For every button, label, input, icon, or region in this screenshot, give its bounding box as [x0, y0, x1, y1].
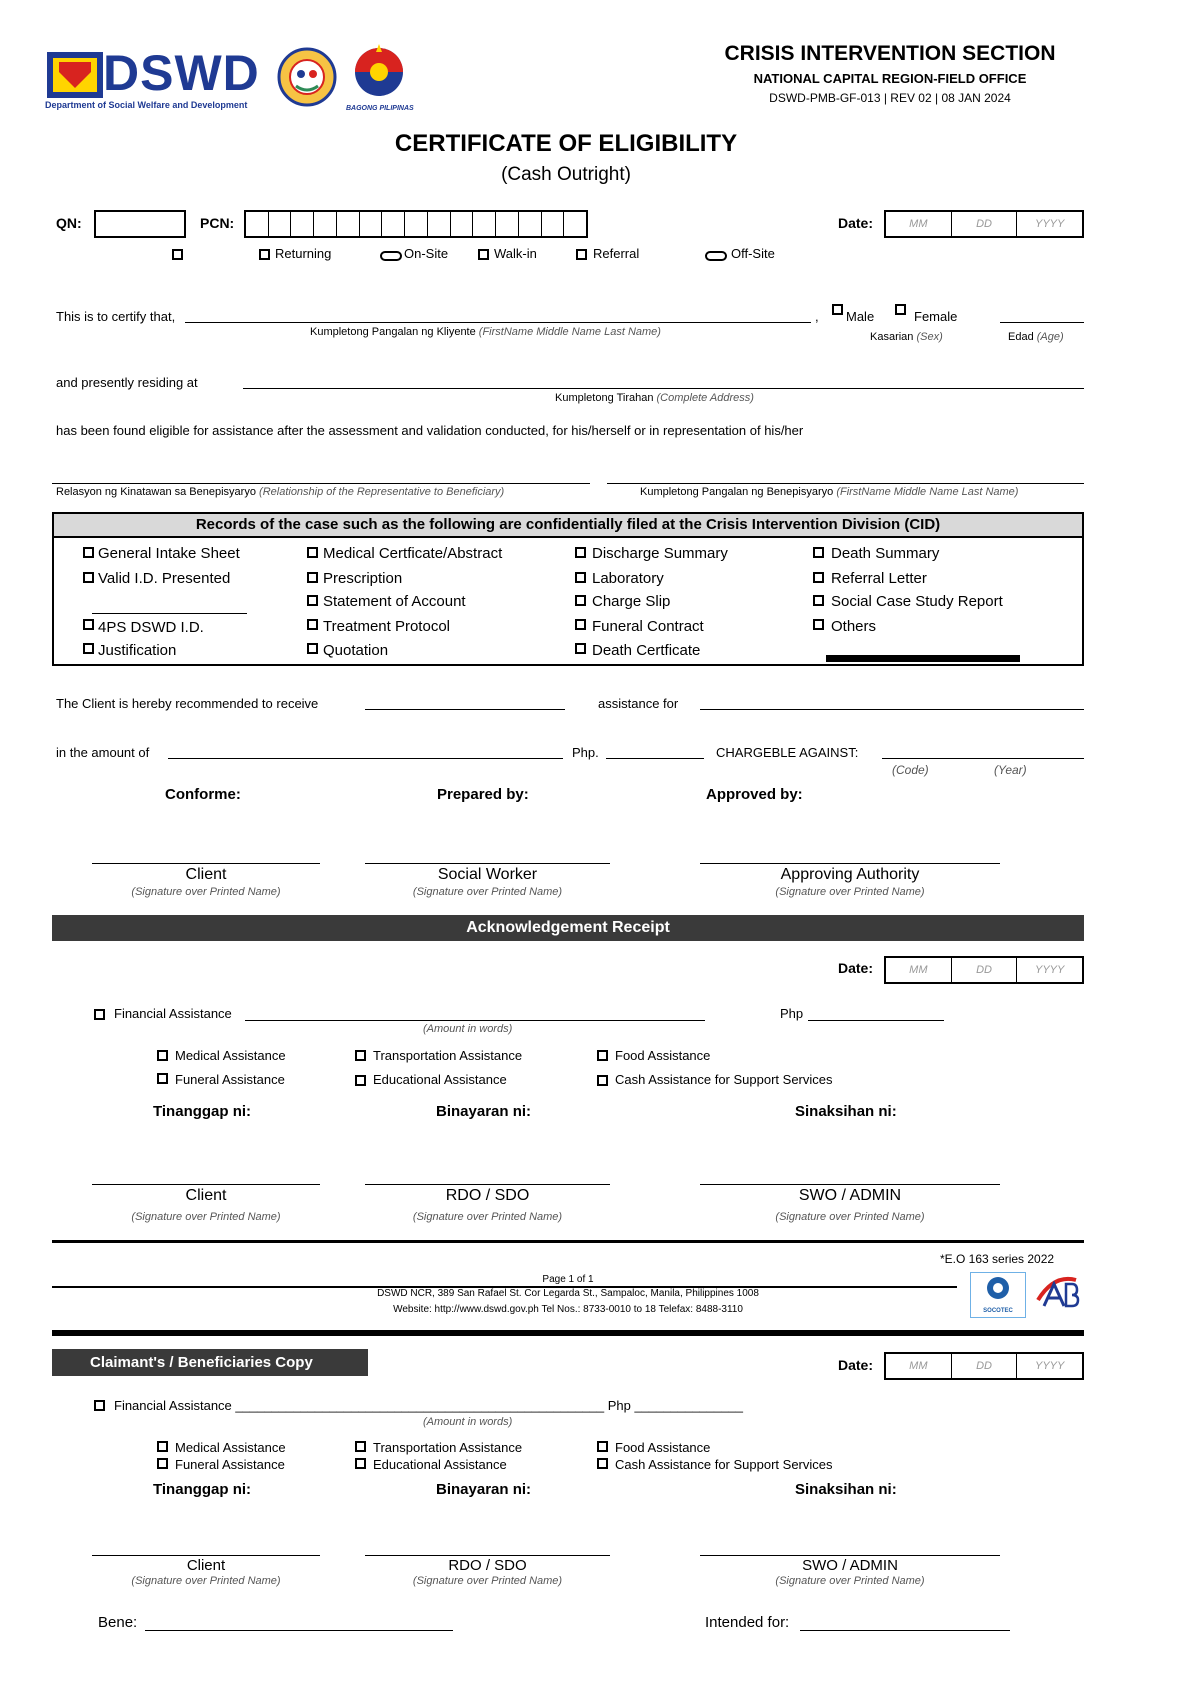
- social-worker-signature-field[interactable]: [365, 863, 610, 864]
- agency-seal-icon: [276, 42, 338, 112]
- dswd-logo-subtitle: Department of Social Welfare and Development: [45, 100, 248, 110]
- returning-checkbox[interactable]: [259, 249, 270, 260]
- walkin-label: Walk-in: [494, 246, 537, 261]
- referral-letter-checkbox[interactable]: [813, 572, 824, 583]
- date-yyyy: YYYY: [1035, 1360, 1065, 1372]
- intended-for-field[interactable]: [800, 1630, 1010, 1631]
- paid-by-label: Binayaran ni:: [436, 1103, 532, 1120]
- financial-assistance-label: Financial Assistance: [114, 1006, 232, 1021]
- date-field[interactable]: [884, 210, 1084, 238]
- discharge-checkbox[interactable]: [575, 547, 586, 558]
- female-checkbox[interactable]: [895, 304, 906, 315]
- office-address: DSWD NCR, 389 San Rafael St. Cor Legarda St., Sampaloc, Manila, Philippines 1008: [377, 1288, 759, 1299]
- received-by-label: Tinanggap ni:: [153, 1103, 252, 1120]
- medical-assistance-label: Medical Assistance: [175, 1048, 286, 1063]
- amount-label: in the amount of: [56, 745, 150, 760]
- receipt-php-field[interactable]: [808, 1020, 944, 1021]
- records-col1-item: General Intake Sheet: [98, 545, 240, 562]
- qn-field[interactable]: [94, 210, 186, 238]
- medical-assistance-checkbox[interactable]: [157, 1050, 168, 1061]
- assistance-type-field[interactable]: [365, 709, 565, 710]
- funeral-assistance-checkbox[interactable]: [157, 1073, 168, 1084]
- male-checkbox[interactable]: [832, 304, 843, 315]
- client-signature-field[interactable]: [92, 863, 320, 864]
- client-recommend-label: The Client is hereby recommended to receive: [56, 696, 319, 711]
- copy-medical-checkbox[interactable]: [157, 1441, 168, 1452]
- food-assistance-checkbox[interactable]: [597, 1050, 608, 1061]
- records-col3-item: Laboratory: [592, 570, 664, 587]
- financial-assistance-checkbox[interactable]: [94, 1009, 105, 1020]
- valid-id-checkbox[interactable]: [83, 572, 94, 583]
- beneficiary-name-hint: Kumpletong Pangalan ng Benepisyaryo (FirstName Middle Name Last Name): [640, 486, 1019, 498]
- sex-hint: Kasarian (Sex): [870, 331, 943, 343]
- others-field[interactable]: [826, 655, 1020, 662]
- copy-educational-checkbox[interactable]: [355, 1458, 366, 1469]
- witness-signature-field[interactable]: [700, 1184, 1000, 1185]
- returning-label: Returning: [275, 246, 332, 261]
- onsite-radio[interactable]: [380, 251, 402, 261]
- date-dd: DD: [952, 212, 1018, 236]
- copy-food-label: Food Assistance: [615, 1440, 711, 1455]
- valid-id-field[interactable]: [92, 613, 247, 614]
- charge-slip-checkbox[interactable]: [575, 595, 586, 606]
- signature-hint: (Signature over Printed Name): [412, 1575, 563, 1587]
- dswd-emblem-icon: [45, 50, 105, 100]
- death-summary-checkbox[interactable]: [813, 547, 824, 558]
- records-heading: Records of the case such as the following are confidentially filed at the Crisis Intervention Division (CID): [54, 514, 1082, 538]
- copy-funeral-label: Funeral Assistance: [175, 1457, 285, 1472]
- code-hint: (Code): [892, 763, 929, 777]
- received-signature-field[interactable]: [92, 1184, 320, 1185]
- walkin-checkbox[interactable]: [478, 249, 489, 260]
- date-yyyy: YYYY: [1035, 218, 1065, 230]
- records-col3-item: Death Certficate: [592, 642, 701, 659]
- claimant-copy-heading: Claimant's / Beneficiaries Copy: [52, 1349, 368, 1376]
- copy-cash-support-label: Cash Assistance for Support Services: [615, 1457, 833, 1472]
- offsite-radio[interactable]: [705, 251, 727, 261]
- signature-hint: (Signature over Printed Name): [412, 886, 563, 898]
- year-hint: (Year): [994, 763, 1027, 777]
- records-col4-item: Others: [831, 618, 877, 635]
- records-box: [52, 512, 1084, 666]
- death-certificate-checkbox[interactable]: [575, 643, 586, 654]
- office-contact: Website: http://www.dswd.gov.ph Tel Nos.: 8733-0010 to 18 Telefax: 8488-3110: [393, 1304, 743, 1315]
- beneficiary-name-field[interactable]: [607, 483, 1084, 484]
- copy-witness-signature-field[interactable]: [700, 1555, 1000, 1556]
- dswd-logo-text: DSWD: [103, 45, 260, 101]
- educational-assistance-label: Educational Assistance: [373, 1072, 507, 1087]
- signature-hint: (Signature over Printed Name): [775, 1211, 925, 1223]
- records-col2-item: Medical Certficate/Abstract: [323, 545, 503, 562]
- eo-note: *E.O 163 series 2022: [940, 1252, 1055, 1266]
- paid-signature-field[interactable]: [365, 1184, 610, 1185]
- copy-educational-label: Educational Assistance: [373, 1457, 507, 1472]
- bagong-pilipinas-logo: [346, 42, 416, 114]
- copy-date-label: Date:: [838, 1357, 874, 1373]
- transportation-assistance-checkbox[interactable]: [355, 1050, 366, 1061]
- socotec-logo: [970, 1272, 1026, 1318]
- copy-received-signature-field[interactable]: [92, 1555, 320, 1556]
- chargeable-label: CHARGEBLE AGAINST:: [716, 745, 859, 760]
- pcn-label: PCN:: [200, 215, 235, 231]
- date-yyyy: YYYY: [1035, 964, 1065, 976]
- copy-received-label: Tinanggap ni:: [153, 1481, 252, 1498]
- referral-label: Referral: [593, 246, 640, 261]
- date-mm: MM: [886, 958, 952, 982]
- records-col2-item: Quotation: [323, 642, 389, 659]
- signature-hint: (Signature over Printed Name): [131, 1211, 281, 1223]
- copy-transport-label: Transportation Assistance: [373, 1440, 523, 1455]
- bagong-pilipinas-icon: [346, 42, 412, 100]
- cash-support-label: Cash Assistance for Support Services: [615, 1072, 833, 1087]
- records-col3-item: Funeral Contract: [592, 618, 704, 635]
- prescription-checkbox[interactable]: [307, 572, 318, 583]
- records-col2-item: Prescription: [323, 570, 403, 587]
- female-label: Female: [914, 309, 958, 324]
- age-field[interactable]: [1000, 322, 1084, 323]
- records-col3-item: Charge Slip: [592, 593, 671, 610]
- bagong-pilipinas-text: BAGONG PILIPINAS: [346, 105, 414, 112]
- signature-hint: (Signature over Printed Name): [131, 886, 281, 898]
- onsite-label: On-Site: [404, 246, 449, 261]
- approved-label: Approved by:: [706, 786, 803, 803]
- treatment-checkbox[interactable]: [307, 619, 318, 630]
- receipt-rdo-name: RDO / SDO: [445, 1187, 530, 1204]
- receipt-swo-name: SWO / ADMIN: [798, 1187, 902, 1204]
- general-intake-checkbox[interactable]: [83, 547, 94, 558]
- approving-sign-name: Approving Authority: [780, 866, 920, 883]
- prepared-label: Prepared by:: [437, 786, 529, 803]
- accreditation-icon: [1032, 1272, 1082, 1318]
- copy-amount-words-hint: (Amount in words): [423, 1416, 513, 1428]
- qn-label: QN:: [56, 215, 82, 231]
- case-study-checkbox[interactable]: [813, 595, 824, 606]
- certify-comma: ,: [815, 309, 819, 324]
- copy-paid-label: Binayaran ni:: [436, 1481, 532, 1498]
- records-col4-item: Death Summary: [831, 545, 940, 562]
- funeral-contract-checkbox[interactable]: [575, 619, 586, 630]
- residing-label: and presently residing at: [56, 375, 198, 390]
- transportation-assistance-label: Transportation Assistance: [373, 1048, 523, 1063]
- records-col1-item: Justification: [98, 642, 177, 659]
- approving-signature-field[interactable]: [700, 863, 1000, 864]
- conforme-label: Conforme:: [165, 786, 241, 803]
- medical-certificate-checkbox[interactable]: [307, 547, 318, 558]
- 4ps-id-checkbox[interactable]: [83, 619, 94, 630]
- address-field[interactable]: [243, 388, 1084, 389]
- witnessed-by-label: Sinaksihan ni:: [795, 1103, 897, 1120]
- socotec-icon: [971, 1273, 1025, 1303]
- copy-medical-label: Medical Assistance: [175, 1440, 286, 1455]
- copy-transport-checkbox[interactable]: [355, 1441, 366, 1452]
- quotation-checkbox[interactable]: [307, 643, 318, 654]
- age-hint: Edad (Age): [1008, 331, 1064, 343]
- funeral-assistance-label: Funeral Assistance: [175, 1072, 285, 1087]
- social-worker-sign-name: Social Worker: [437, 866, 538, 883]
- footer-divider: [52, 1240, 1084, 1243]
- signature-hint: (Signature over Printed Name): [775, 886, 925, 898]
- referral-checkbox[interactable]: [576, 249, 587, 260]
- dswd-logo: [45, 45, 285, 110]
- certify-intro: This is to certify that,: [56, 309, 176, 324]
- statement-checkbox[interactable]: [307, 595, 318, 606]
- amount-words-field[interactable]: [245, 1020, 705, 1021]
- receipt-date-label: Date:: [838, 960, 874, 976]
- records-col2-item: Statement of Account: [323, 593, 466, 610]
- receipt-date-field[interactable]: [884, 956, 1084, 984]
- relationship-field[interactable]: [52, 483, 590, 484]
- date-dd: DD: [952, 958, 1018, 982]
- client-sign-name: Client: [185, 866, 227, 883]
- office-name: NATIONAL CAPITAL REGION-FIELD OFFICE: [753, 71, 1027, 86]
- copy-financial-checkbox[interactable]: [94, 1400, 105, 1411]
- date-mm: MM: [886, 212, 952, 236]
- new-client-checkbox[interactable]: [172, 249, 183, 260]
- copy-client-name: Client: [186, 1557, 226, 1574]
- socotec-text: SOCOTEC: [983, 1308, 1013, 1314]
- cut-line: [52, 1330, 1084, 1336]
- copy-food-checkbox[interactable]: [597, 1441, 608, 1452]
- bene-label: Bene:: [98, 1614, 138, 1631]
- records-col4-item: Social Case Study Report: [831, 593, 1003, 610]
- records-col3-item: Discharge Summary: [592, 545, 728, 562]
- copy-rdo-name: RDO / SDO: [448, 1557, 527, 1574]
- educational-assistance-checkbox[interactable]: [355, 1075, 366, 1086]
- client-name-field[interactable]: [185, 322, 811, 323]
- copy-paid-signature-field[interactable]: [365, 1555, 610, 1556]
- relationship-hint: Relasyon ng Kinatawan sa Benepisyaryo (Relationship of the Representative to Beneficiary): [56, 486, 505, 498]
- address-hint: Kumpletong Tirahan (Complete Address): [555, 392, 754, 404]
- receipt-heading: Acknowledgement Receipt: [52, 915, 1084, 941]
- male-label: Male: [846, 309, 875, 324]
- date-dd: DD: [952, 1354, 1018, 1378]
- receipt-client-name: Client: [185, 1187, 227, 1204]
- eligible-statement: has been found eligible for assistance after the assessment and validation conducted, for his/herself or in representation of his/her: [56, 423, 804, 438]
- pcn-field[interactable]: [244, 210, 588, 238]
- records-col2-item: Treatment Protocol: [323, 618, 450, 635]
- bene-field[interactable]: [145, 1630, 453, 1631]
- assistance-for-label: assistance for: [598, 696, 679, 711]
- cash-support-checkbox[interactable]: [597, 1075, 608, 1086]
- form-code: DSWD-PMB-GF-013 | REV 02 | 08 JAN 2024: [769, 91, 1011, 105]
- section-title: CRISIS INTERVENTION SECTION: [724, 42, 1056, 65]
- offsite-label: Off-Site: [731, 246, 775, 261]
- date-label: Date:: [838, 215, 874, 231]
- signature-hint: (Signature over Printed Name): [412, 1211, 563, 1223]
- copy-date-field[interactable]: [884, 1352, 1084, 1380]
- copy-cash-support-checkbox[interactable]: [597, 1458, 608, 1469]
- copy-swo-name: SWO / ADMIN: [802, 1557, 898, 1574]
- records-col4-item: Referral Letter: [831, 570, 927, 587]
- copy-funeral-checkbox[interactable]: [157, 1458, 168, 1469]
- client-name-hint: Kumpletong Pangalan ng Kliyente (FirstName Middle Name Last Name): [310, 326, 661, 338]
- amount-words-field[interactable]: [168, 758, 563, 759]
- intended-for-label: Intended for:: [705, 1614, 790, 1631]
- assistance-purpose-field[interactable]: [700, 709, 1084, 710]
- justification-checkbox[interactable]: [83, 643, 94, 654]
- laboratory-checkbox[interactable]: [575, 572, 586, 583]
- date-mm: MM: [886, 1354, 952, 1378]
- signature-hint: (Signature over Printed Name): [131, 1575, 281, 1587]
- amount-words-hint: (Amount in words): [423, 1023, 513, 1035]
- copy-witnessed-label: Sinaksihan ni:: [795, 1481, 897, 1498]
- amount-php-field[interactable]: [606, 758, 704, 759]
- document-title: CERTIFICATE OF ELIGIBILITY: [394, 130, 738, 157]
- document-subtitle: (Cash Outright): [501, 164, 631, 185]
- signature-hint: (Signature over Printed Name): [775, 1575, 925, 1587]
- page-number: Page 1 of 1: [542, 1274, 594, 1285]
- records-col1-item: 4PS DSWD I.D.: [98, 619, 204, 636]
- php-label: Php.: [572, 745, 599, 760]
- others-checkbox[interactable]: [813, 619, 824, 630]
- chargeable-field[interactable]: [882, 758, 1084, 759]
- receipt-php-label: Php: [780, 1006, 804, 1021]
- copy-financial-line: Financial Assistance ___________________________________________________ Php _______________: [114, 1398, 743, 1413]
- food-assistance-label: Food Assistance: [615, 1048, 711, 1063]
- records-col1-item: Valid I.D. Presented: [98, 570, 231, 587]
